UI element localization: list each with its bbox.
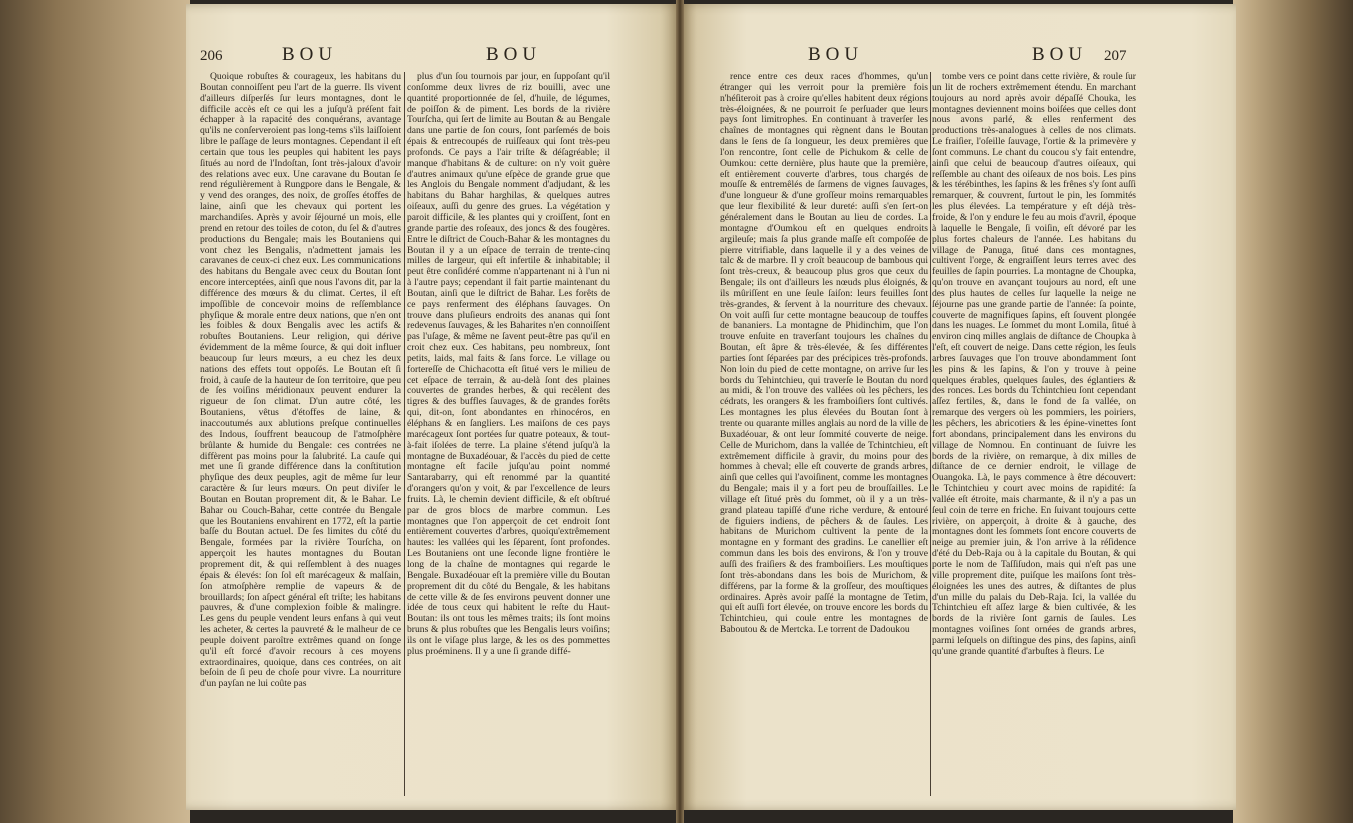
left-running-head-a: BOU xyxy=(282,44,338,65)
right-column-1-text: rence entre ces deux races d'hommes, qu'un étranger qui les verroit pour la première fois n'héſiteroit pas à croire qu'elles habitent deux régions très-éloignées, & ne pourroit ſe perſuader que leurs pays ſont limitrophes. En continuant à traverſer les chaînes de montagnes qui règnent dans le Boutan dans le ſens de ſa longueur, les deux premières que l'on rencontre, ſont celle de Pichukom & celle de Oumkou: cette dernière, plus haute que la première, eſt entièrement couverte d'arbres, tous chargés de mouſſe & entremêlés de ſarmens de vignes ſauvages, d'une longueur & d'une groſſeur moins remarquables que leur flexibilité & leur dureté: auſſi s'en ſert-on généralement dans le Boutan au lieu de cordes. La montagne d'Oumkou eſt en quelques endroits argileuſe; mais ſa plus grande maſſe eſt compoſée de pierre vitrifiable, dans laquelle il y a des veines de talc & de marbre. Il y croît beaucoup de bambous qui ſont très-creux, & beaucoup plus gros que ceux du Bengale; ils ont d'ailleurs les nœuds plus éloignés, & ils mûriſſent en une ſeule ſaiſon: leurs feuilles ſont très-grandes, & ſervent à la nourriture des chevaux. On voit auſſi ſur cette montagne beaucoup de touffes de bananiers. La montagne de Phidinchim, que l'on trouve enſuite en traverſant toujours les chaînes du Boutan, eſt âpre & très-élevée, & ſes différentes parties ſont ſéparées par des précipices très-profonds. Non loin du pied de cette montagne, on arrive ſur les bords du Tehintchieu, qui traverſe le Boutan du nord au midi, & l'on trouve des vallées où les pêchers, les cédrats, les orangers & les framboiſiers ſont cultivés. Les montagnes les plus élevées du Boutan ſont à trente ou quarante milles anglais au nord de la ville de Buxadéouar, & ont leur ſommité couverte de neige. Celle de Murichom, dans la vallée de Tchintchieu, eſt extrêmement difficile à gravir, du moins pour des hommes à cheval; elle eſt couverte de grands arbres, ainſi que celles qui l'avoiſinent, comme les montagnes du Bengale; mais il y a fort peu de brouſſailles. Le village eſt ſitué près du ſommet, où il y a un très-grand plateau tapiſſé d'une riche verdure, & entouré de figuiers indiens, de pêchers & de ſaules. Les habitans de Murichom cultivent la pente de la montagne en y formant des gradins. Le canellier eſt commun dans les bois des environs, & l'on y trouve auſſi des fraiſiers & des framboiſiers. Les mouſtiques ſont très-abondans dans les bois de Murichom, & différens, par la forme & la groſſeur, des mouſtiques ordinaires. Après avoir paſſé la montagne de Tetim, qui eſt auſſi fort élevée, on trouve encore les bords du Tchintchieu, qui coule entre les montagnes de Baboutou & de Mertcka. Le torrent de Dadoukou xyxy=(720,71,928,636)
book-edge-left xyxy=(0,0,190,823)
left-column-1 xyxy=(200,72,401,690)
left-running-head-b: BOU xyxy=(486,44,542,65)
right-running-head-b: BOU xyxy=(1032,44,1088,65)
left-column-2-text: plus d'un ſou tournois par jour, en ſuppoſant qu'il conſomme deux livres de riz bouilli, avec une quantité proportionnée de ſel, d'huile, de légumes, de poiſſon & de piment. Les bords de la rivière Tourſcha, qui ſert de limite au Boutan & au Bengale dans une partie de ſon cours, ſont parſemés de bois épais & entrecoupés de ruiſſeaux qui ſont très-peu profonds. Ce pays a l'air triſte & déſagréable; il manque d'habitans & de culture: on n'y voit guère d'autres animaux qu'une eſpèce de grande grue que les Anglois du Bengale nomment d'adjudant, & les habitans du Bahar harghilas, & quelques autres oiſeaux, auſſi du genre des grues. La végétation y paroit difficile, & les plantes qui y croiſſent, ſont en grande partie des roſeaux, des joncs & des fougères. Entre le diſtrict de Couch-Bahar & les montagnes du Boutan il y a un eſpace de terrain de trente-cinq milles de largeur, qui eſt infertile & inhabitable; il peut être conſidéré comme n'appartenant ni à l'un ni à l'autre pays; cependant il fait partie maintenant du Boutan, ainſi que le diſtrict de Bahar. Les forêts de ce pays renferment des éléphans ſauvages. On trouve dans pluſieurs endroits des ananas qui ſont redevenus ſauvages, & les Baharites n'en connoiſſent pas l'uſage, & même ne ſavent peut-être pas qu'il en croit chez eux. Ces habitans, peu nombreux, ſont petits, laids, mal faits & ſans force. Le village ou fortereſſe de Chichacotta eſt ſitué vers le milieu de cet eſpace de terrain, & au-delà ſont des plaines couvertes de grandes herbes, & qui recèlent des tigres & des buffles ſauvages, & de grandes forêts qui, dit-on, ſont abondantes en rhinocéros, en éléphans & en ſangliers. Les maiſons de ces pays marécageux ſont portées ſur quatre poteaux, & tout-à-fait iſolées de terre. La plaine s'étend juſqu'à la montagne de Buxadéouar, & l'accès du pied de cette montagne eſt facile juſqu'au point nommé Santarabarry, qui eſt renommé par la quantité d'orangers qu'on y voit, & par l'excellence de leurs fruits. Là, le chemin devient difficile, & eſt obſtrué par de gros blocs de marbre commun. Les montagnes que l'on apperçoit de cet endroit ſont entièrement couvertes d'arbres, quoiqu'extrêmement hautes: les vallées qui les ſéparent, ſont profondes. Les Boutaniens ont une ſeconde ligne frontière le long de la chaîne de montagnes qui regarde le Bengale. Buxadéouar eſt la première ville du Boutan proprement dit du côté du Bengale, & les habitans de cette ville & de ſes environs peuvent donner une idée de tous ceux qui habitent le reſte du Haut-Boutan: ils ont tous les mêmes traits; ils ſont moins bruns & plus robuſtes que les Bengalis leurs voiſins; ils ont le viſage plus large, & les os des pommettes plus proéminens. Il y a une ſi grande diffé- xyxy=(407,71,610,657)
left-column-rule xyxy=(404,72,405,796)
left-column-2 xyxy=(407,72,610,658)
right-page xyxy=(680,4,1236,810)
right-column-rule xyxy=(930,72,931,796)
left-column-1-text: Quoique robuſtes & courageux, les habitans du Boutan connoiſſent peu l'art de la guerre. Ils vivent d'ailleurs diſperſés ſur leurs montagnes, dont le difficile accès eſt ce qui les a juſqu'à préſent fait échapper à la rapacité des conquérans, avantage qu'ils ne conſerveroient pas long-tems s'ils laiſſoient libre le paſſage de leurs montagnes. Cependant il eſt certain que tous les peuples qui habitent les pays ſitués au nord de l'Indoſtan, ſont très-jaloux d'avoir des relations avec eux. Une caravane du Boutan ſe rend régulièrement à Rungpore dans le Bengale, & y vend des oranges, des noix, de groſſes étoffes de laine, ainſi que les chevaux qui portent les marchandiſes. Après y avoir ſéjourné un mois, elle prend en retour des toiles de coton, du ſel & d'autres productions du Bengale; mais les Boutaniens qui vont chez les Bengalis, n'admettent jamais les caravanes de ceux-ci chez eux. Les communications des habitans du Bengale avec ceux du Boutan ſont encore interceptées, ainſi que nous l'avons dit, par la différence des mœurs & du climat. Certes, il eſt impoſſible de concevoir moins de reſſemblance phyſique & morale entre deux nations, que n'en ont les foibles & doux Bengalis avec les actifs & robuſtes Boutaniens. Leur religion, qui dérive évidemment de la même ſource, & qui doit influer beaucoup ſur leurs mœurs, a eu chez les deux nations des effets tout oppoſés. Le Boutan eſt ſi froid, à cauſe de la hauteur de ſon territoire, que peu de ſes voiſins méridionaux peuvent endurer la rigueur de ſon climat. D'un autre côté, les Boutaniens, vêtus d'étoffes de laine, & inaccoutumés aux ablutions preſque continuelles des Indous, ſouffrent beaucoup de l'atmoſphère brûlante & humide du Bengale: ces contrées ne diffèrent pas moins pour la ſalubrité. La cauſe qui met une ſi grande différence dans la conſtitution phyſique des deux peuples, agit de même ſur leur caractère & ſur leurs mœurs. On peut diviſer le Boutan en Boutan proprement dit, & le Bahar. Le Bahar ou Couch-Bahar, cette contrée du Bengale que les Boutaniens envahirent en 1772, eſt la partie baſſe du Boutan actuel. De ſes limites du côté du Bengale, formées par la rivière Tourſcha, on apperçoit les hautes montagnes du Boutan proprement dit, & qui reſſemblent à des nuages épais & élevés: ſon ſol eſt marécageux & malſain, ſon atmoſphère remplie de vapeurs & de brouillards; ſon aſpect général eſt triſte; les habitans pauvres, & d'une complexion foible & malingre. Les gens du peuple vendent leurs enfans à qui veut les acheter, & certes la pauvreté & le malheur de ce peuple doivent paroître extrêmes quand on ſonge qu'il eſt forcé d'avoir recours à ces moyens extraordinaires, quoique, dans ces contrées, on ait beſoin de ſi peu de choſe pour vivre. La nourriture d'un payſan ne lui coûte pas xyxy=(200,71,401,690)
left-page-number: 206 xyxy=(200,48,223,64)
right-page-number: 207 xyxy=(1104,48,1127,64)
right-column-1 xyxy=(720,72,928,636)
right-column-2-text: tombe vers ce point dans cette rivière, & roule ſur un lit de rochers extrêmement étendu. En marchant toujours au nord après avoir dépaſſé Chouka, les montagnes deviennent moins boiſées que celles dont nous avons parlé, & elles renferment des productions très-analogues à celles de nos climats. Le fraiſier, l'oſeille ſauvage, l'ortie & la primevère y ſont communs. Le chant du coucou s'y fait entendre, ainſi que celui de beaucoup d'autres oiſeaux, qui reſſemble au chant des oiſeaux de nos bois. Les pins & les térébinthes, les ſapins & les frênes s'y ſont auſſi remarquer, & couvrent, ſurtout le pin, les ſommités les plus élevées. La température y eſt déjà très-froide, & l'on y endure le feu au mois d'avril, époque à laquelle le Bengale, ſi voiſin, eſt dévoré par les plus fortes chaleurs de l'année. Les habitans du village de Panuga, ſitué dans ces montagnes, cultivent l'orge, & engraiſſent leurs terres avec des feuilles de ſapin pourries. La montagne de Choupka, qu'on trouve en avançant toujours au nord, eſt une des plus hautes de celles ſur laquelle la neige ne ſéjourne pas une grande partie de l'année: ſa pointe, couverte de magnifiques ſapins, eſt ſouvent plongée dans les nuages. Le ſommet du mont Lomila, ſitué à environ cinq milles anglais de diſtance de Choupka à l'eſt, eſt couvert de neige. Dans cette région, les ſeuls arbres ſauvages que l'on trouve abondamment ſont les pins & les ſapins, & l'on y trouve à peine quelques érables, quelques ſaules, des églantiers & des ronces. Les bords du Tchintchieu ſont cependant aſſez fertiles, &, dans le fond de ſa vallée, on remarque des vergers où les pommiers, les poiriers, les pêchers, les abricotiers & les épine-vinettes ſont fort abondans, principalement dans les environs du village de Nomnou. En continuant de ſuivre les bords de la rivière, on remarque, à dix milles de diſtance de ce dernier endroit, le village de Ouangoka. Là, le pays commence à être découvert: le Tchintchieu y court avec moins de rapidité: ſa vallée eſt étroite, mais charmante, & il n'y a pas un ſeul coin de terre en friche. En ſuivant toujours cette rivière, on apperçoit, à droite & à gauche, des montagnes dont les ſommets ſont encore couverts de neige au premier juin, & l'on arrive à la réſidence d'été du Deb-Raja ou à la capitale du Boutan, & qui porte le nom de Taſſiſudon, mais qui n'eſt pas une ville proprement dite, puiſque les maiſons ſont très-éloignées les unes des autres, & diſtantes de plus d'un mille du palais du Deb-Raja. Ici, la vallée du Tchintchieu eſt aſſez large & bien cultivée, & les bords de la rivière ſont garnis de ſaules. Les montagnes voiſines ſont ornées de grands arbres, parmi leſquels on diſtingue des pins, des ſapins, ainſi qu'une grande quantité d'arbuſtes à fleurs. Le xyxy=(932,71,1136,657)
right-column-2 xyxy=(932,72,1136,658)
book-edge-right xyxy=(1233,0,1353,823)
book-gutter xyxy=(676,0,684,823)
left-page xyxy=(186,4,680,810)
right-running-head-a: BOU xyxy=(808,44,864,65)
